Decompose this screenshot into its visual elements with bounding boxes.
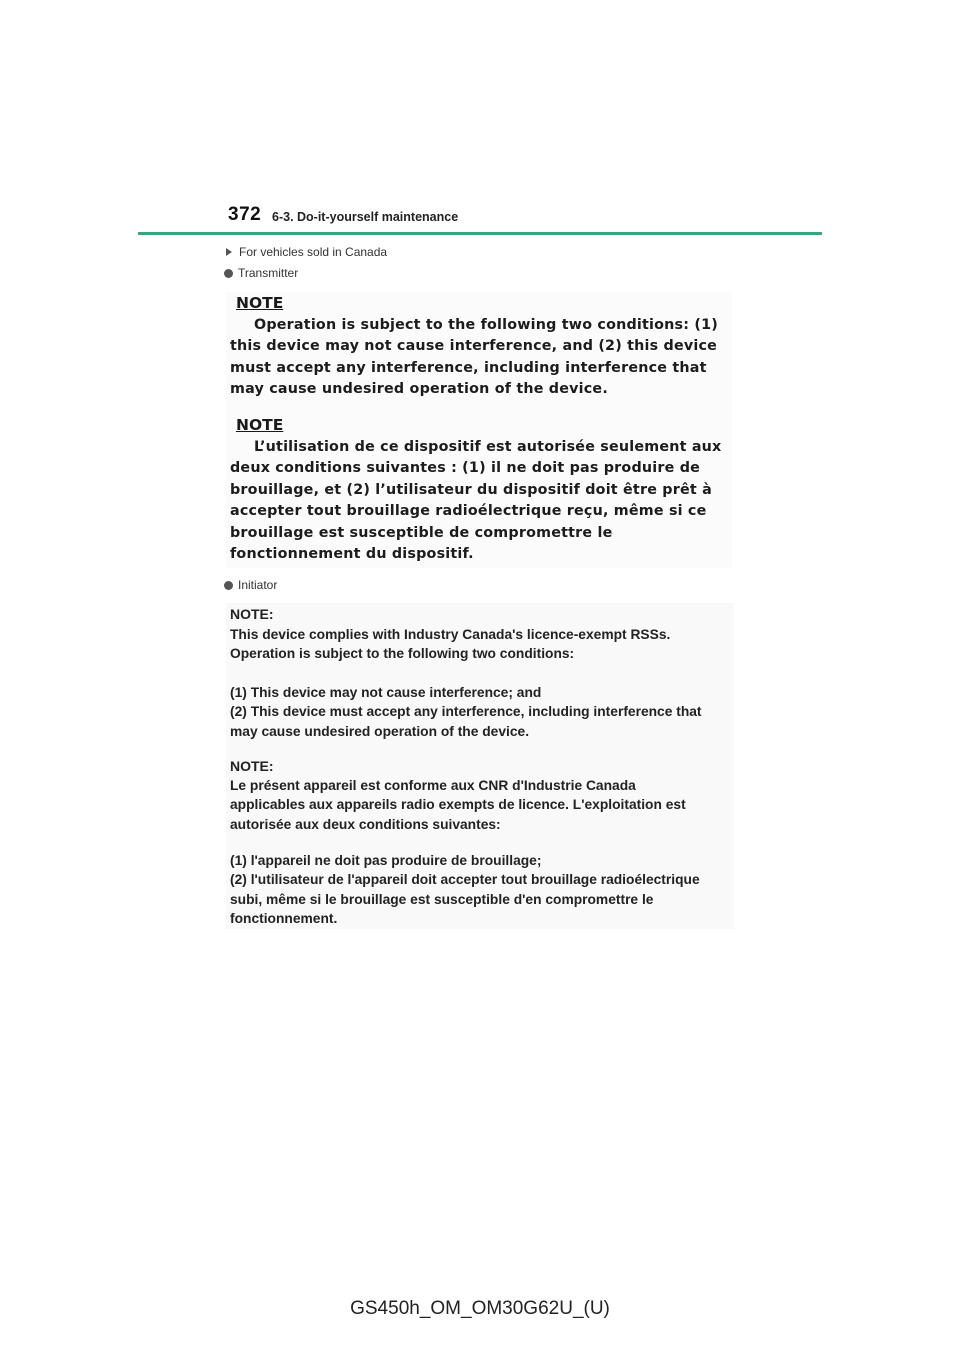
initiator-en-line: (2) This device must accept any interference, including interference that xyxy=(230,704,702,720)
transmitter-en-line: must accept any interference, including interference that xyxy=(230,359,707,376)
page-number: 372 xyxy=(228,204,262,225)
transmitter-fr-heading: NOTE xyxy=(236,416,284,434)
initiator-fr-line: fonctionnement. xyxy=(230,910,338,926)
transmitter-en-line: Operation is subject to the following two conditions: (1) xyxy=(254,317,718,333)
document-code: GS450h_OM_OM30G62U_(U) xyxy=(350,1298,610,1319)
header-divider xyxy=(138,232,822,235)
transmitter-en-heading: NOTE xyxy=(236,294,284,312)
initiator-heading-text: Initiator xyxy=(238,578,278,592)
initiator-fr-line: subi, même si le brouillage est susceptible d'en compromettre le xyxy=(230,891,654,907)
circle-bullet-icon xyxy=(224,269,233,278)
transmitter-heading xyxy=(224,266,298,280)
transmitter-fr-line: deux conditions suivantes : (1) il ne doit pas produire de xyxy=(230,460,701,477)
triangle-bullet-icon xyxy=(226,248,232,256)
initiator-fr-line: (2) l'utilisateur de l'appareil doit accepter tout brouillage radioélectrique xyxy=(230,872,700,888)
transmitter-fr-line: L’utilisation de ce dispositif est autorisée seulement aux xyxy=(254,439,722,455)
region-heading-text: For vehicles sold in Canada xyxy=(239,245,388,259)
initiator-en-line: This device complies with Industry Canada's licence-exempt RSSs. xyxy=(230,627,671,642)
transmitter-en-line: may cause undesired operation of the device. xyxy=(230,381,608,398)
initiator-fr-line: applicables aux appareils radio exempts de licence. L'exploitation est xyxy=(230,797,686,813)
initiator-fr-line: (1) l'appareil ne doit pas produire de brouillage; xyxy=(230,853,542,868)
section-title: 6-3. Do-it-yourself maintenance xyxy=(272,210,459,224)
transmitter-heading-text: Transmitter xyxy=(238,266,299,280)
transmitter-label-image xyxy=(226,292,732,568)
initiator-en-line: Operation is subject to the following two conditions: xyxy=(230,646,575,662)
region-heading xyxy=(224,245,387,259)
transmitter-fr-line: brouillage, et (2) l’utilisateur du dispositif doit être prêt à xyxy=(230,481,712,498)
initiator-fr-line: Le présent appareil est conforme aux CNR d'Industrie Canada xyxy=(230,778,636,793)
initiator-label-image xyxy=(226,603,734,929)
initiator-fr-line: autorisée aux deux conditions suivantes: xyxy=(230,816,501,832)
circle-bullet-icon xyxy=(224,581,233,590)
transmitter-fr-line: brouillage est susceptible de compromettre le xyxy=(230,524,613,541)
initiator-en-line: may cause undesired operation of the device. xyxy=(230,723,530,739)
initiator-heading xyxy=(224,578,277,592)
initiator-en-heading: NOTE: xyxy=(230,606,274,622)
transmitter-en-line: this device may not cause interference, and (2) this device xyxy=(230,338,718,355)
initiator-fr-heading: NOTE: xyxy=(230,758,274,774)
transmitter-fr-line: fonctionnement du dispositif. xyxy=(230,546,474,563)
transmitter-fr-line: accepter tout brouillage radioélectrique reçu, même si ce xyxy=(230,503,707,520)
initiator-en-line: (1) This device may not cause interference; and xyxy=(230,685,542,700)
